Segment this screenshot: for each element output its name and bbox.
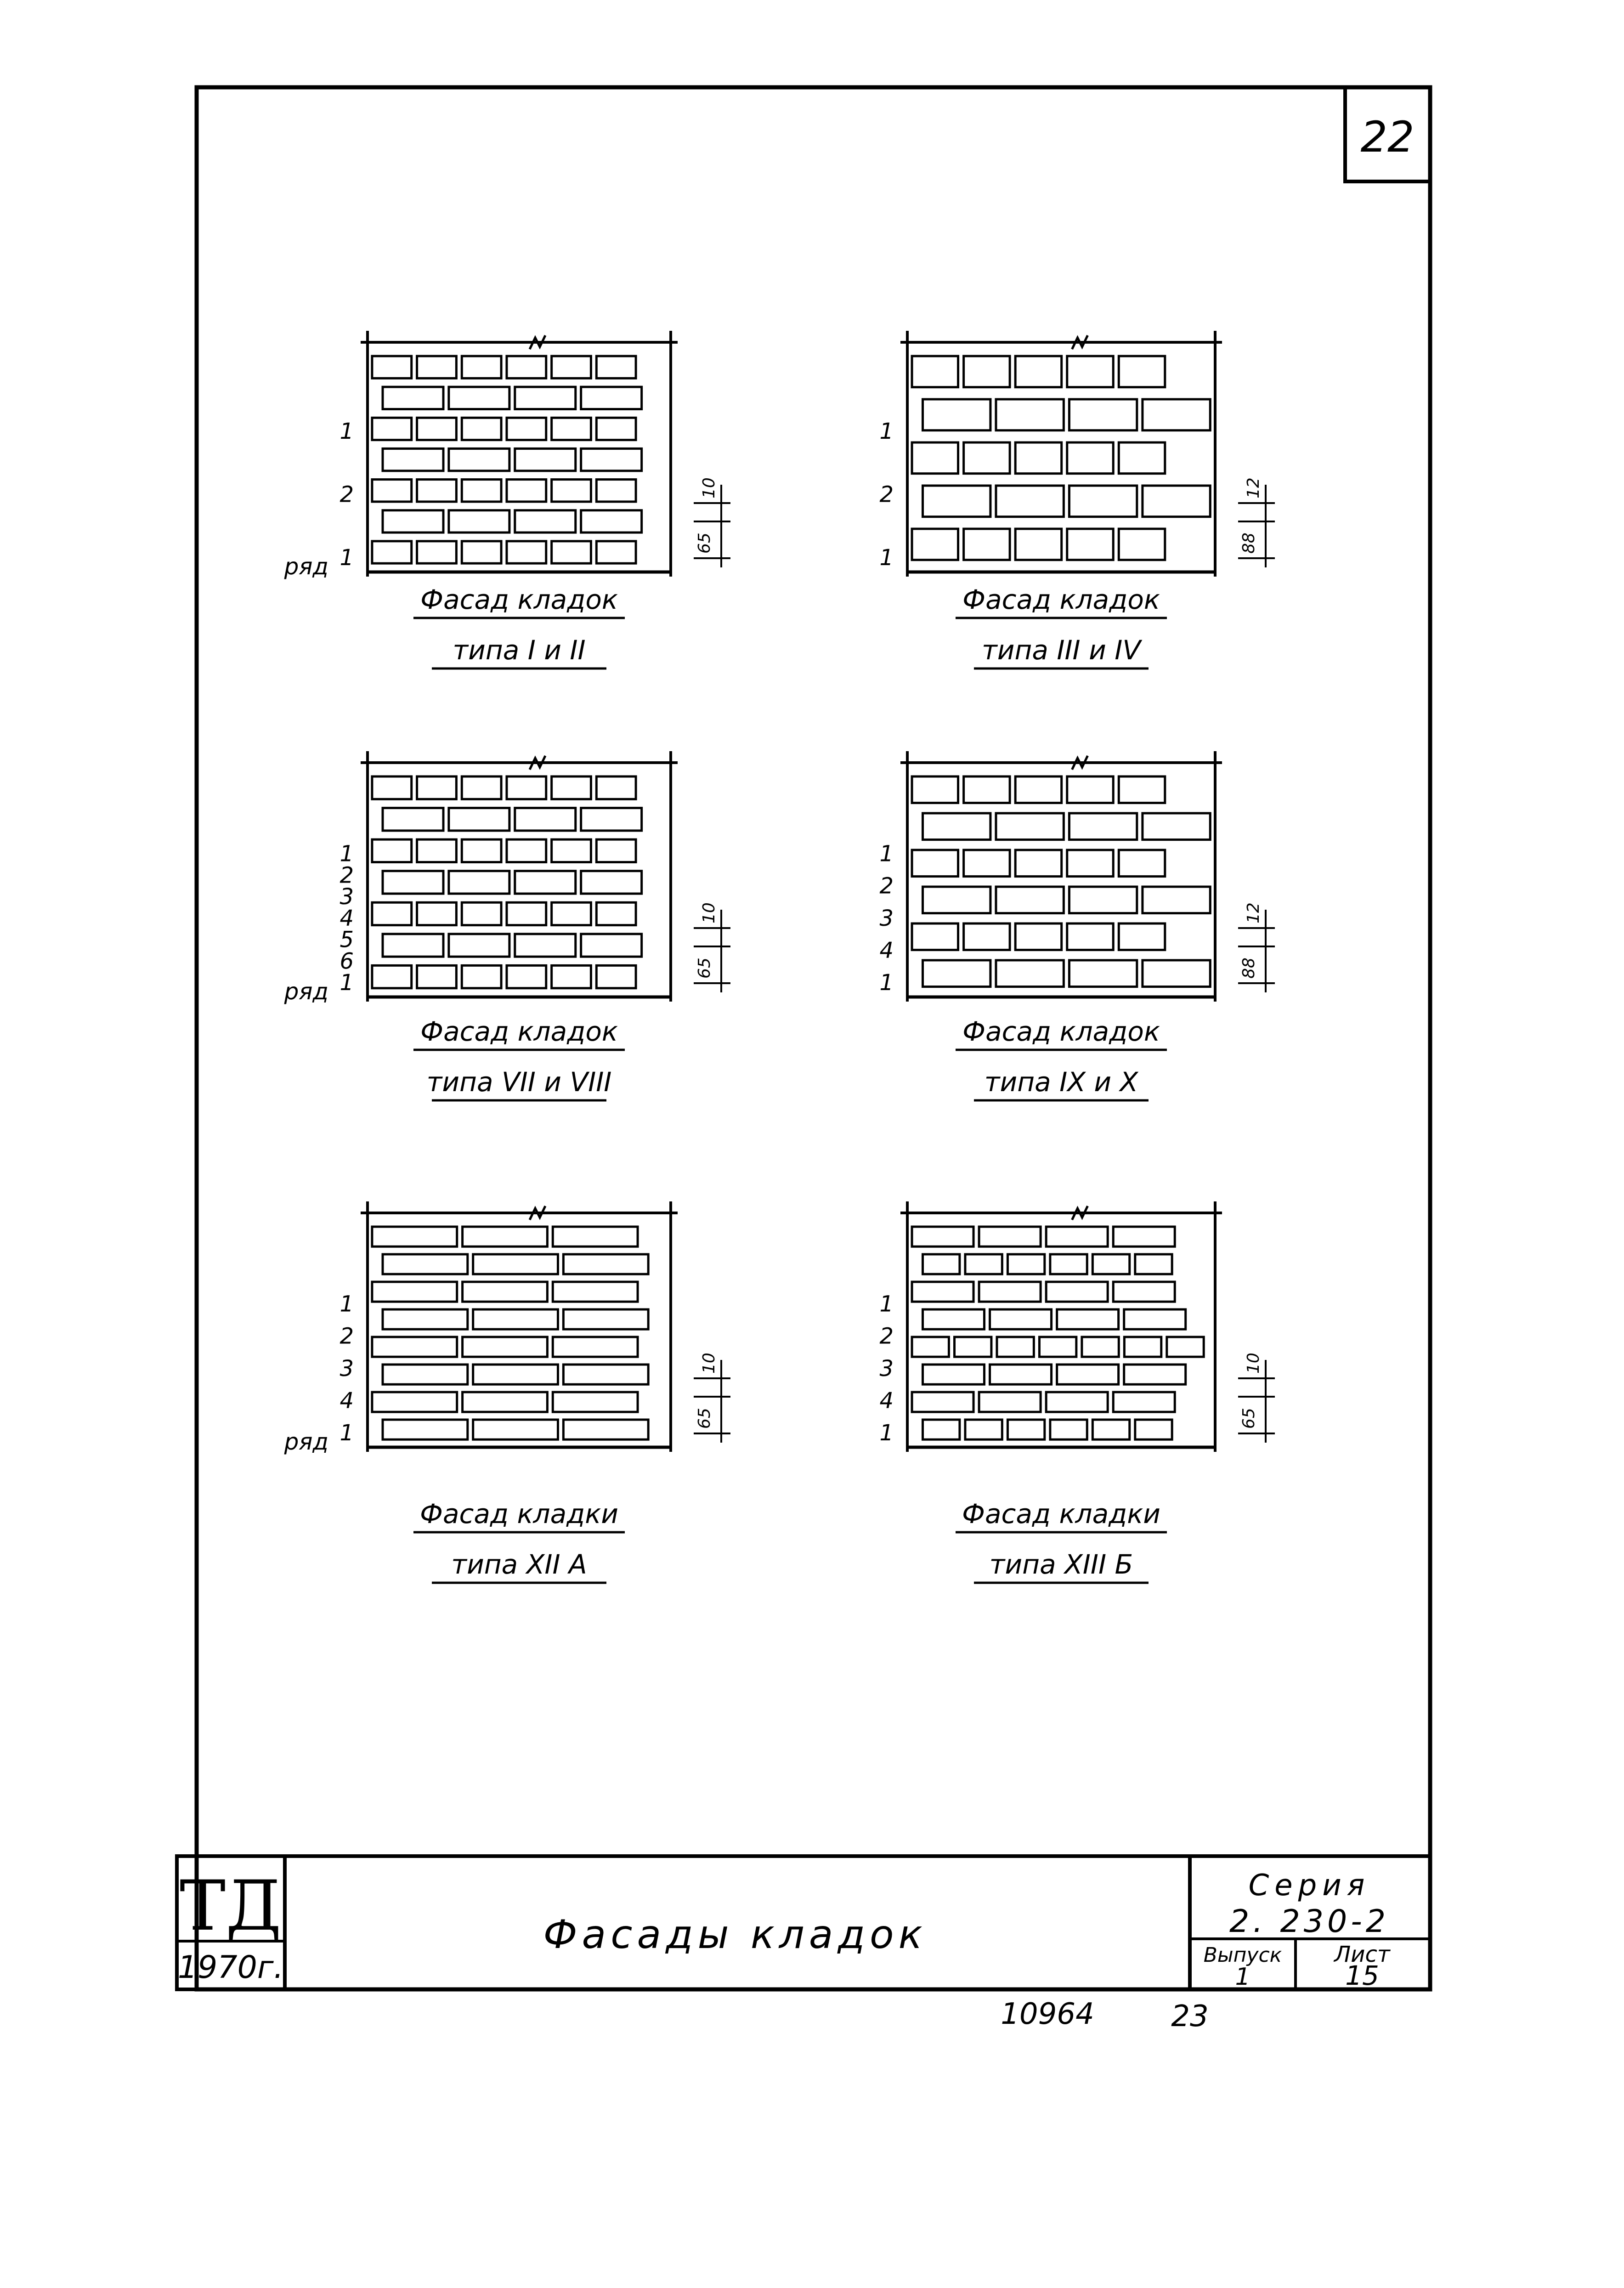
brick — [515, 934, 576, 957]
caption-line2: типа XIII Б — [989, 1549, 1133, 1580]
row-number: 3 — [340, 884, 354, 910]
brick — [596, 541, 636, 563]
row-number: 4 — [340, 905, 354, 931]
brick — [996, 960, 1064, 987]
brick — [383, 1254, 468, 1274]
brick — [515, 510, 576, 532]
brick — [383, 1365, 468, 1384]
brick — [552, 541, 591, 563]
brick — [1050, 1254, 1087, 1274]
brick — [372, 1392, 457, 1412]
drawing-title: Фасады кладок — [543, 1912, 927, 1958]
row-number: 4 — [340, 1388, 354, 1414]
brick — [462, 356, 501, 378]
brick — [912, 529, 958, 560]
brick — [912, 1282, 973, 1302]
brick — [955, 1337, 991, 1357]
brick — [507, 776, 546, 799]
brick — [515, 871, 576, 894]
brick — [507, 356, 546, 378]
brick — [563, 1365, 648, 1384]
brick — [923, 486, 990, 517]
row-number: 1 — [879, 1420, 894, 1446]
brick — [462, 776, 501, 799]
brick — [462, 418, 501, 440]
brick — [553, 1282, 638, 1302]
row-number: 1 — [879, 1291, 894, 1317]
row-number: 3 — [340, 1355, 354, 1382]
row-number: 2 — [340, 1323, 354, 1349]
brick — [912, 776, 958, 803]
row-number: 1 — [340, 1420, 354, 1446]
brick — [383, 1420, 468, 1439]
brick — [463, 1282, 548, 1302]
brick — [923, 1365, 985, 1384]
brick — [1067, 776, 1114, 803]
break-mark — [530, 335, 545, 349]
brick — [1135, 1420, 1172, 1439]
dim-large: 65 — [1239, 1408, 1258, 1429]
brick — [449, 387, 509, 409]
brick — [1067, 356, 1114, 387]
year: 1970г. — [177, 1949, 284, 1986]
brick — [979, 1282, 1041, 1302]
row-number: 3 — [879, 1355, 894, 1382]
brick — [383, 387, 443, 409]
dim-large: 65 — [695, 1408, 714, 1429]
dim-large: 88 — [1239, 532, 1258, 554]
brick — [979, 1227, 1041, 1246]
brick — [462, 902, 501, 925]
brick — [1119, 776, 1165, 803]
caption-line2: типа XII А — [451, 1549, 587, 1580]
brick — [581, 808, 642, 831]
brick — [552, 480, 591, 502]
brick — [507, 480, 546, 502]
issue-value: 1 — [1235, 1963, 1251, 1991]
brick — [923, 399, 990, 430]
dim-large: 65 — [695, 532, 714, 554]
brick — [1124, 1309, 1186, 1329]
brick — [1135, 1254, 1172, 1274]
brick — [912, 1392, 973, 1412]
brick — [996, 887, 1064, 913]
brick — [372, 1227, 457, 1246]
brick — [912, 442, 958, 474]
brick — [372, 1282, 457, 1302]
title-block — [177, 1856, 1430, 1991]
brick — [372, 418, 412, 440]
brick — [996, 486, 1064, 517]
brick — [964, 850, 1010, 877]
brick — [1143, 813, 1210, 840]
brick — [964, 356, 1010, 387]
brick — [563, 1309, 648, 1329]
brick — [596, 356, 636, 378]
brick — [473, 1420, 558, 1439]
brick — [596, 965, 636, 988]
brick — [1113, 1392, 1175, 1412]
brick — [383, 871, 443, 894]
brick — [1007, 1420, 1044, 1439]
bottom-page-number: 23 — [1171, 1999, 1209, 2033]
brick — [553, 1227, 638, 1246]
brick — [1069, 399, 1137, 430]
brick — [596, 902, 636, 925]
brick — [372, 1337, 457, 1357]
brick — [507, 902, 546, 925]
brick — [1113, 1282, 1175, 1302]
brick — [979, 1392, 1041, 1412]
brick — [1167, 1337, 1204, 1357]
caption-line1: Фасад кладок — [962, 584, 1160, 615]
brick — [1119, 356, 1165, 387]
series-value: 2. 230-2 — [1229, 1903, 1390, 1940]
brick — [912, 1337, 949, 1357]
brick — [1015, 529, 1062, 560]
brick — [552, 902, 591, 925]
brick — [417, 480, 457, 502]
page-number: 22 — [1360, 113, 1415, 162]
dim-small: 10 — [700, 902, 719, 923]
brick — [507, 541, 546, 563]
dim-small: 12 — [1244, 902, 1263, 923]
row-number: 1 — [340, 1291, 354, 1317]
brick — [417, 902, 457, 925]
brick — [417, 776, 457, 799]
brick — [507, 418, 546, 440]
brick — [553, 1337, 638, 1357]
brick — [507, 965, 546, 988]
brick — [449, 808, 509, 831]
brick — [581, 934, 642, 957]
brick — [417, 418, 457, 440]
brick — [383, 934, 443, 957]
brick — [1067, 529, 1114, 560]
row-number: 1 — [879, 419, 894, 444]
logo-td: ТД — [180, 1866, 282, 1946]
brick — [515, 387, 576, 409]
row-number: 6 — [340, 948, 354, 974]
brick — [463, 1392, 548, 1412]
brick — [581, 510, 642, 532]
row-number: 1 — [340, 419, 354, 444]
row-word: ряд — [284, 553, 328, 580]
masonry-panel-p4 — [879, 751, 1275, 1100]
row-word: ряд — [284, 1428, 328, 1455]
brick — [515, 808, 576, 831]
caption-line1: Фасад кладок — [420, 584, 618, 615]
brick — [417, 839, 457, 862]
brick — [372, 480, 412, 502]
masonry-panel-p3 — [284, 751, 730, 1100]
row-number: 1 — [340, 841, 354, 867]
brick — [1119, 529, 1165, 560]
brick — [553, 1392, 638, 1412]
brick — [372, 541, 412, 563]
brick — [923, 1420, 960, 1439]
brick — [596, 776, 636, 799]
brick — [462, 965, 501, 988]
row-number: 2 — [340, 481, 354, 508]
brick — [552, 965, 591, 988]
brick — [1015, 776, 1062, 803]
masonry-panel-p2 — [879, 331, 1275, 668]
brick — [563, 1254, 648, 1274]
masonry-panel-p6 — [879, 1201, 1275, 1583]
brick — [383, 808, 443, 831]
brick — [912, 1227, 973, 1246]
brick — [923, 1309, 985, 1329]
caption-line2: типа VII и VIII — [426, 1066, 612, 1098]
row-number: 1 — [340, 970, 354, 996]
brick — [552, 418, 591, 440]
brick — [372, 965, 412, 988]
brick — [507, 839, 546, 862]
brick — [1050, 1420, 1087, 1439]
brick — [1069, 887, 1137, 913]
dim-small: 12 — [1244, 477, 1263, 498]
brick — [1057, 1309, 1119, 1329]
brick — [473, 1309, 558, 1329]
brick — [1092, 1420, 1129, 1439]
dim-small: 10 — [1244, 1353, 1263, 1374]
brick — [1057, 1365, 1119, 1384]
brick — [965, 1420, 1002, 1439]
brick — [417, 541, 457, 563]
brick — [563, 1420, 648, 1439]
brick — [552, 776, 591, 799]
brick — [1015, 923, 1062, 950]
brick — [1092, 1254, 1129, 1274]
brick — [1007, 1254, 1044, 1274]
brick — [1067, 850, 1114, 877]
sheet-value: 15 — [1345, 1960, 1379, 1991]
masonry-panel-p1 — [284, 331, 730, 668]
row-number: 4 — [879, 1388, 894, 1414]
row-number: 3 — [879, 905, 894, 931]
brick — [1143, 960, 1210, 987]
brick — [1015, 850, 1062, 877]
row-number: 1 — [879, 841, 894, 867]
brick — [473, 1254, 558, 1274]
brick — [1143, 399, 1210, 430]
row-number: 5 — [340, 927, 354, 953]
brick — [912, 356, 958, 387]
brick — [996, 399, 1064, 430]
brick — [1143, 486, 1210, 517]
caption-line2: типа I и II — [453, 634, 586, 666]
brick — [1046, 1392, 1108, 1412]
brick — [417, 965, 457, 988]
brick — [1015, 442, 1062, 474]
brick — [463, 1227, 548, 1246]
brick — [552, 839, 591, 862]
break-mark — [530, 1206, 545, 1220]
brick — [912, 923, 958, 950]
brick — [581, 871, 642, 894]
brick — [923, 887, 990, 913]
brick — [449, 510, 509, 532]
brick — [923, 1254, 960, 1274]
brick — [372, 776, 412, 799]
brick — [923, 960, 990, 987]
row-number: 2 — [879, 873, 894, 899]
brick — [449, 934, 509, 957]
brick — [473, 1365, 558, 1384]
brick — [1069, 960, 1137, 987]
brick — [990, 1365, 1052, 1384]
brick — [581, 448, 642, 470]
brick — [1069, 486, 1137, 517]
brick — [964, 923, 1010, 950]
brick — [596, 839, 636, 862]
brick — [462, 541, 501, 563]
row-number: 1 — [340, 545, 354, 571]
row-word: ряд — [284, 978, 328, 1005]
brick — [372, 356, 412, 378]
brick — [964, 776, 1010, 803]
series-label: Серия — [1248, 1869, 1370, 1903]
brick — [1113, 1227, 1175, 1246]
brick — [1067, 442, 1114, 474]
brick — [1124, 1337, 1161, 1357]
brick — [463, 1337, 548, 1357]
brick — [1082, 1337, 1119, 1357]
brick — [383, 510, 443, 532]
brick — [462, 839, 501, 862]
brick — [417, 356, 457, 378]
caption-line1: Фасад кладки — [420, 1498, 618, 1529]
masonry-panel-p5 — [284, 1201, 730, 1583]
brick — [1046, 1227, 1108, 1246]
brick — [515, 448, 576, 470]
archive-number: 10964 — [1001, 1997, 1094, 2031]
caption-line1: Фасад кладки — [962, 1498, 1160, 1529]
brick — [383, 448, 443, 470]
dim-small: 10 — [700, 1353, 719, 1374]
brick — [1124, 1365, 1186, 1384]
sheet-frame — [197, 87, 1430, 1989]
brick — [923, 813, 990, 840]
page-number-box — [1345, 87, 1430, 181]
sheet-label: Лист — [1334, 1942, 1390, 1967]
brick — [965, 1254, 1002, 1274]
row-number: 2 — [340, 862, 354, 889]
brick — [990, 1309, 1052, 1329]
row-number: 1 — [879, 545, 894, 571]
caption-line2: типа III и IV — [981, 634, 1141, 666]
brick — [997, 1337, 1034, 1357]
brick — [1039, 1337, 1076, 1357]
brick — [372, 902, 412, 925]
break-mark — [530, 756, 545, 770]
brick — [1143, 887, 1210, 913]
brick — [383, 1309, 468, 1329]
brick — [552, 356, 591, 378]
brick — [596, 418, 636, 440]
issue-label: Выпуск — [1203, 1943, 1282, 1967]
break-mark — [1072, 335, 1088, 349]
brick — [372, 839, 412, 862]
break-mark — [1072, 756, 1088, 770]
caption-line2: типа IX и X — [984, 1066, 1138, 1098]
caption-line1: Фасад кладок — [420, 1016, 618, 1047]
brick — [462, 480, 501, 502]
brick — [449, 448, 509, 470]
dim-small: 10 — [700, 477, 719, 498]
brick — [1067, 923, 1114, 950]
dim-large: 65 — [695, 957, 714, 979]
brick — [1119, 442, 1165, 474]
row-number: 1 — [879, 970, 894, 996]
caption-line1: Фасад кладок — [962, 1016, 1160, 1047]
brick — [1046, 1282, 1108, 1302]
row-number: 4 — [879, 937, 894, 963]
break-mark — [1072, 1206, 1088, 1220]
brick — [1119, 850, 1165, 877]
brick — [996, 813, 1064, 840]
brick — [1069, 813, 1137, 840]
brick — [964, 442, 1010, 474]
brick — [912, 850, 958, 877]
brick — [596, 480, 636, 502]
row-number: 2 — [879, 481, 894, 508]
brick — [964, 529, 1010, 560]
brick — [1119, 923, 1165, 950]
brick — [449, 871, 509, 894]
dim-large: 88 — [1239, 957, 1258, 979]
brick — [1015, 356, 1062, 387]
panels-layer — [284, 331, 1275, 1583]
row-number: 2 — [879, 1323, 894, 1349]
brick — [581, 387, 642, 409]
